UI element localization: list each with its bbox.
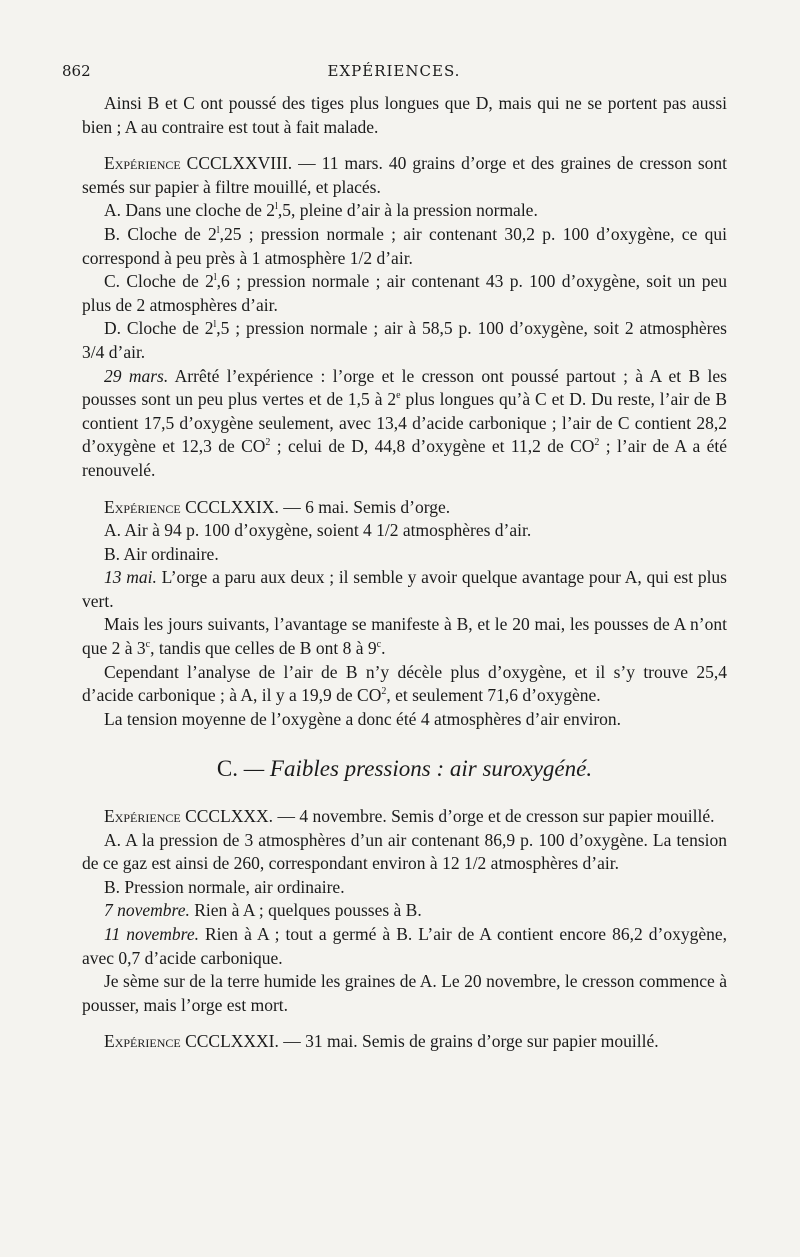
experiment-paragraph: Expérience CCCLXXIX. — 6 mai. Semis d’orge.	[104, 496, 451, 517]
paragraph: La tension moyenne de l’oxygène a donc été 4 atmosphères d’air environ.	[104, 708, 622, 729]
experiment-paragraph: Expérience CCCLXXX. — 4 novembre. Semis d’orge et de cresson sur papier mouillé.	[104, 806, 715, 827]
paragraph: 13 mai. L’orge a paru aux deux ; il semble y avoir quelque avantage pour A, qui est plus vert.	[82, 567, 727, 611]
experiment-paragraph: Expérience CCCLXXXI. — 31 mai. Semis de grains d’orge sur papier mouillé.	[104, 1031, 659, 1052]
paragraph: B. Air ordinaire.	[104, 543, 219, 564]
section-heading: C. — Faibles pressions : air suroxygéné.	[216, 756, 593, 782]
paragraph: A. A la pression de 3 atmosphères d’un air contenant 86,9 p. 100 d’oxygène. La tension de ce gaz est ainsi de 260, correspondant environ à 12 1/2 atmosphères d’air.	[82, 829, 727, 874]
paragraph: 7 novembre. Rien à A ; quelques pousses à B.	[104, 900, 422, 921]
experiment-title: Expérience CCCLXXVIII.	[104, 153, 293, 174]
running-title: EXPÉRIENCES.	[327, 62, 461, 80]
experiment-paragraph: Expérience CCCLXXVIII. — 11 mars. 40 grains d’orge et des graines de cresson sont semés sur papier à filtre mouillé, et placés.	[82, 153, 727, 197]
paragraph: 11 novembre. Rien à A ; tout a germé à B. L’air de A contient encore 86,2 d’oxygène, avec 0,7 d’acide carbonique.	[82, 924, 727, 968]
paragraph: Mais les jours suivants, l’avantage se manifeste à B, et le 20 mai, les pousses de A n’ont que 2 à 3$^c$, tandis que celles de B ont 8 à 9$^c$.	[82, 614, 727, 659]
experiment-title: Expérience CCCLXXX.	[104, 806, 274, 827]
paragraph: Ainsi B et C ont poussé des tiges plus longues que D, mais qui ne se portent pas aussi bien ; A au contraire est tout à fait malade.	[82, 93, 727, 137]
experiment-title: Expérience CCCLXXXI.	[104, 1031, 279, 1052]
date-label: 11 novembre.	[104, 924, 199, 944]
paragraph: B. Cloche de 2$^l$,25 ; pression normale ; air contenant 30,2 p. 100 d’oxygène, ce qui correspond à peu près à 1 atmosphère 1/2 d’air.	[82, 223, 727, 268]
page-number: 862	[62, 62, 91, 80]
paragraph: B. Pression normale, air ordinaire.	[104, 876, 345, 897]
date-label: 7 novembre.	[104, 900, 190, 921]
experiment-title: Expérience CCCLXXIX.	[104, 496, 279, 517]
paragraph: A. Air à 94 p. 100 d’oxygène, soient 4 1/2 atmosphères d’air.	[104, 520, 532, 541]
running-header	[62, 62, 726, 84]
paragraph: D. Cloche de 2$^l$,5 ; pression normale ; air à 58,5 p. 100 d’oxygène, soit 2 atmosphères 3/4 d’air.	[82, 318, 727, 362]
body-text	[82, 92, 727, 1054]
paragraph: C. Cloche de 2$^l$,6 ; pression normale ; air contenant 43 p. 100 d’oxygène, soit un peu plus de 2 atmosphères d’air.	[82, 271, 727, 315]
date-label: 13 mai.	[104, 567, 157, 588]
paragraph: 29 mars. Arrêté l’expérience : l’orge et le cresson ont poussé partout ; à A et B les pousses sont un peu plus vertes et de 1,5 à 2e plus longues qu’à C et D. Du reste, l’air de B contient 17,5 d’oxygène seulement, avec 13,4 d’acide carbonique ; l’air de C contient 28,2 d’oxygène et 12,3 de $CO^2$ ; celui de D, 44,8 d’oxygène et 11,2 de $CO^2$ ; l’air de A a été renouvelé.	[82, 365, 727, 480]
paragraph: Je sème sur de la terre humide les graines de A. Le 20 novembre, le cresson commence à pousser, mais l’orge est mort.	[82, 971, 727, 1015]
paragraph: Cependant l’analyse de l’air de B n’y décèle plus d’oxygène, et il s’y trouve 25,4 d’acide carbonique ; à A, il y a 19,9 de $CO^2$, et seulement 71,6 d’oxygène.	[82, 661, 727, 706]
paragraph: A. Dans une cloche de 2$^l$,5, pleine d’air à la pression normale.	[104, 200, 538, 221]
date-label: 29 mars.	[104, 365, 169, 386]
